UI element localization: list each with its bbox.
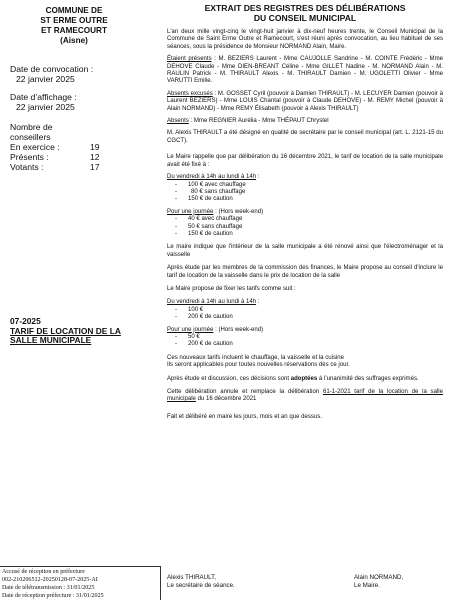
affichage-date: 22 janvier 2025 — [16, 102, 75, 112]
applicables-line: Ils seront applicables pour toutes nouvelles réservations dès ce jour. — [167, 362, 350, 369]
convocation-date: 22 janvier 2025 — [16, 74, 75, 84]
propose-paragraph: Le Maire propose de fixer les tarifs comme suit : — [167, 285, 296, 292]
rappel-paragraph: Le Maire rappelle que par délibération du 16 décembre 2021, le tarif de location de la salle municipale avait été fixé à : — [167, 154, 443, 168]
list-item: - 50 € sans chauffage — [175, 224, 443, 231]
deliberation-title: TARIF DE LOCATION DE LA SALLE MUNICIPALE — [10, 325, 121, 345]
list-item: - 50 € — [175, 334, 443, 341]
prefecture-receipt-stamp: Accusé de réception en préfecture 002-210206512-20250128-07-2025-AI Date de télétransmission : 31/01/2025 Date de réception préfecture : 31/01/2025 — [0, 566, 161, 600]
affichage-block — [10, 92, 138, 112]
convocation-block — [10, 64, 138, 84]
list-item: - 200 € de caution — [175, 314, 443, 321]
deliberation-heading — [10, 317, 138, 346]
affichage-label: Date d’affichage : — [10, 92, 77, 102]
document-title: EXTRAIT DES REGISTRES DES DÉLIBÉRATIONS DU CONSEIL MUNICIPAL — [204, 3, 406, 23]
conseillers-block: Nombre de conseillers En exercice : 19 Présents : 12 Votants : 17 — [10, 122, 138, 172]
presents-paragraph: Étaient présents : M. BEZIERS Laurent - Mme CAUJOLLE Sandrine - M. COINTE Frédéric - Mme DEHOVE Claude - Mme DIEN-BREANT Céline - Mme GILLET Nadine - M. NORMAND Alain - M. RAULIN Patrick - M. THIRAULT Alexis - M. THIRAULT Damien - M. UGOLETTI Olivier - Mme VARUTTI Emilie. — [167, 56, 443, 85]
new-weekend-label: Du vendredi à 14h au lundi à 14h : — [167, 299, 260, 306]
list-item: - 40 € avec chauffage — [175, 216, 443, 223]
deliberation-number: 07-2025 — [10, 316, 41, 326]
list-item: - 200 € de caution — [175, 341, 443, 348]
secretary-signature: Alexis THIRAULT, Le secrétaire de séance. — [167, 574, 235, 589]
convocation-label: Date de convocation : — [10, 64, 94, 74]
list-item: - 80 € sans chauffage — [175, 189, 443, 196]
renovation-paragraph: Le maire indique que l'intérieur de la salle municipale a été rénové ainsi que l'électroménager et la vaisselle — [167, 244, 443, 258]
count-votants: Votants : 17 — [10, 162, 100, 172]
commune-name: COMMUNE DE ST ERME OUTRE ET RAMECOURT (Aisne) — [40, 6, 108, 45]
new-day-label: Pour une journée : (Hors week-end) — [167, 326, 264, 333]
count-en-exercice: En exercice : 19 — [10, 142, 100, 152]
commission-paragraph: Après étude par les membres de la commission des finances, le Maire propose au conseil d'inclure le tarif de location de la vaisselle dans le prix de location de la salle — [167, 265, 443, 279]
list-item: - 100 € — [175, 307, 443, 314]
list-item: - 150 € de caution — [175, 231, 443, 238]
count-presents: Présents : 12 — [10, 152, 100, 162]
vote-paragraph: Après étude et discussion, ces décisions sont adoptées à l’unanimité des suffrages exprimés. — [167, 375, 419, 382]
old-day-label: Pour une journée : (Hors week-end) — [167, 208, 264, 215]
list-item: - 150 € de caution — [175, 196, 443, 203]
old-weekend-label: Du vendredi à 14h au lundi à 14h : — [167, 174, 260, 181]
nouveaux-tarifs-line: Ces nouveaux tarifs incluent le chauffage, la vaisselle et la cuisine — [167, 354, 345, 361]
intro-paragraph: L'an deux mille vingt-cinq le vingt-huit janvier à dix-neuf heures trente, le Conseil Municipal de la Commune de Saint Erme Outre et Ramecourt, s'est réuni après convocation, au lieu habituel de ses séances, sous la présidence de Monsieur NORMAND Alain, Maire. — [167, 29, 443, 50]
mayor-signature: Alain NORMAND, Le Maire. — [354, 574, 404, 589]
excuses-paragraph: Absents excusés : M. GOSSET Cyril (pouvoir à Damien THIRAULT) - M. LECUYER Damien (pouvoir à Laurent BEZIERS) - Mme LOUIS Chantal (pouvoir à Claude DEHOVE) - M. REMY Michel (pouvoir à Alain NORMAND) - Mme REMY Élisabeth (pouvoir à Alexis THIRAULT) — [167, 90, 443, 112]
fait-line: Fait et délibéré en maire les jours, mois et an que dessus. — [167, 413, 322, 420]
absents-paragraph: Absents : Mme REGNIER Aurélia - Mme THÉPAUT Chrystel — [167, 118, 329, 125]
annule-paragraph: Cette délibération annule et remplace la délibération 61-1-2021 tarif de la location de la salle municipale du 16 décembre 2021 — [167, 389, 443, 403]
secretaire-paragraph: M. Alexis THIRAULT a été désigné en qualité de secrétaire par le conseil municipal (art. L. 2121-15 du CGCT). — [167, 130, 443, 144]
list-item: - 100 € avec chauffage — [175, 182, 443, 189]
main-content — [167, 3, 443, 421]
left-column — [10, 6, 138, 172]
